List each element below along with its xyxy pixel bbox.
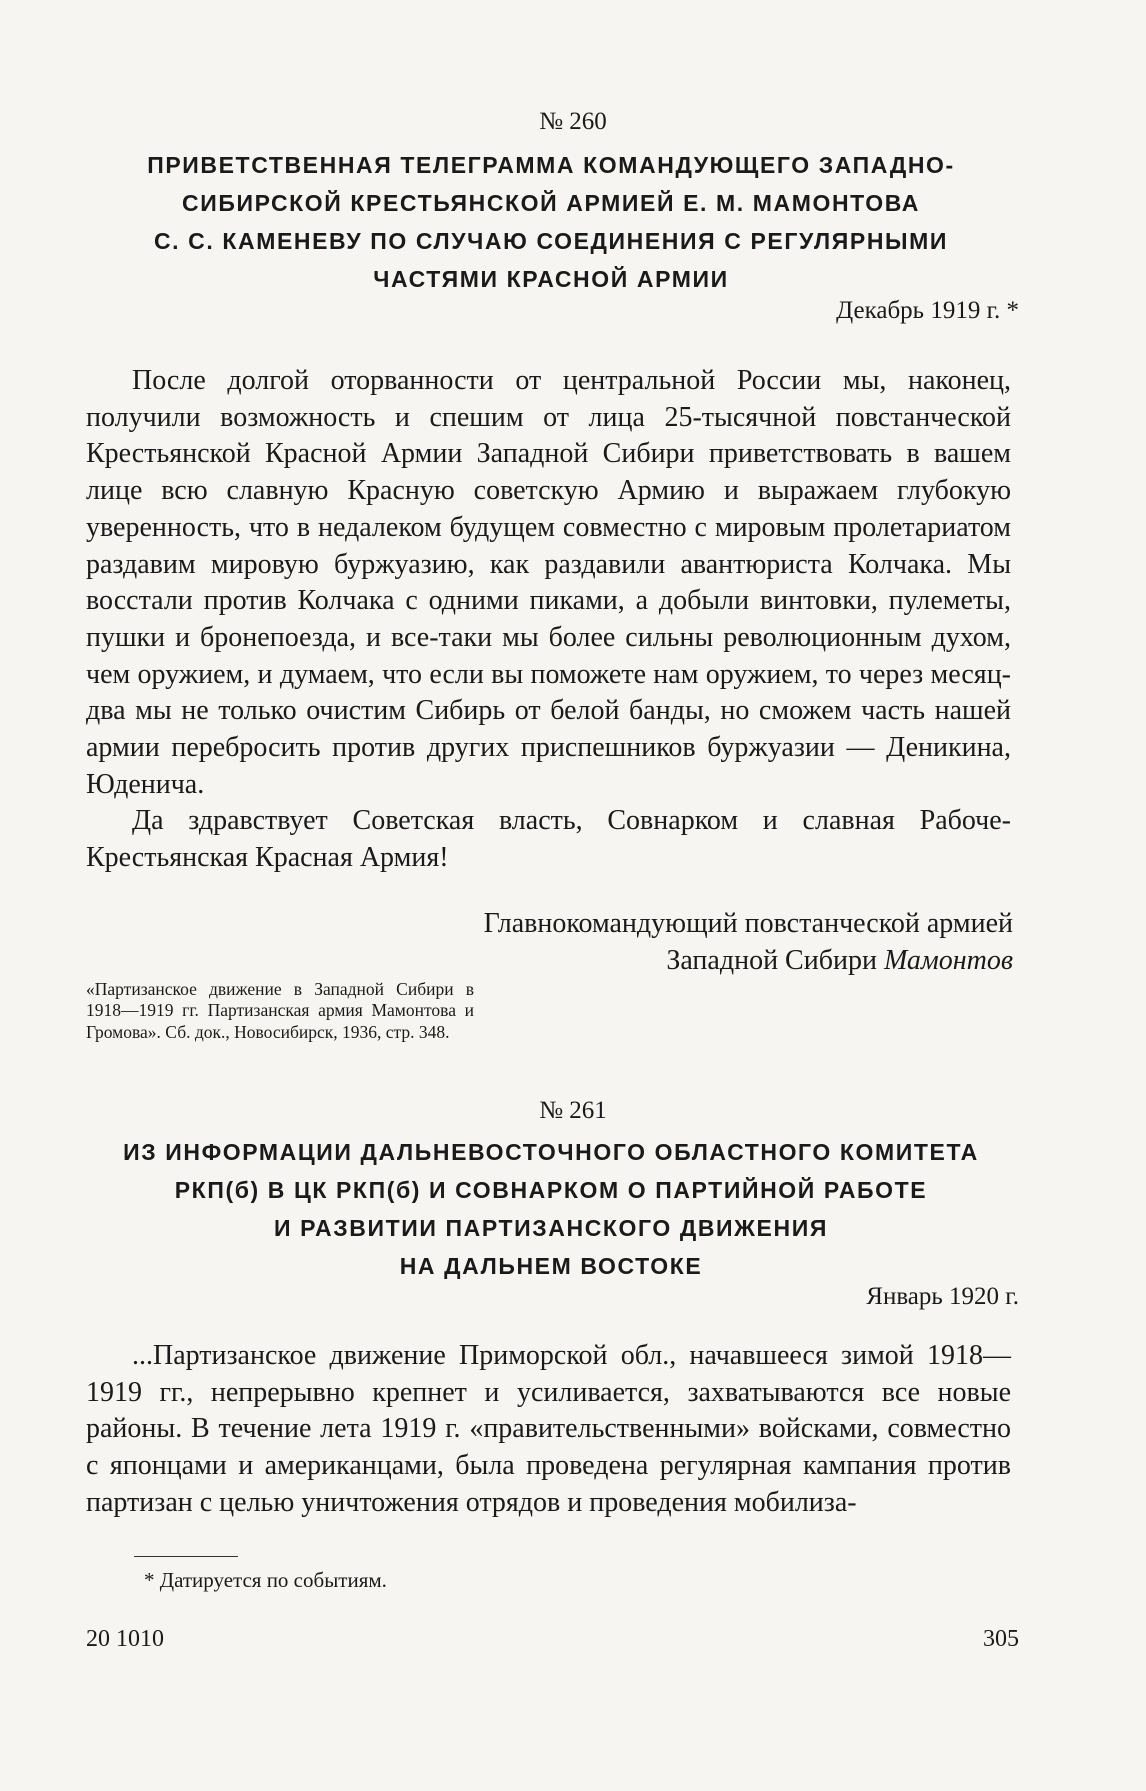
signature-title: Главнокомандующий повстанческой армией: [483, 908, 1013, 939]
doc261-title: [86, 1133, 1016, 1285]
doc260-title-line: ЧАСТЯМИ КРАСНОЙ АРМИИ: [373, 266, 729, 292]
doc260-date: Декабрь 1919 г. *: [836, 297, 1019, 324]
doc260-paragraph-2: Да здравствует Советская власть, Совнарком и славная Рабоче-Крестьянская Красная Армия!: [86, 805, 1011, 873]
doc261-number: № 261: [539, 1097, 607, 1124]
doc260-number: № 260: [539, 108, 607, 135]
print-mark: 20 1010: [86, 1626, 164, 1652]
doc260-signature: [484, 906, 1013, 979]
doc260-title: [86, 146, 1016, 298]
signature-name: Мамонтов: [883, 944, 1013, 976]
doc261-title-line: РКП(б) В ЦК РКП(б) И СОВНАРКОМ О ПАРТИЙНОЙ РАБОТЕ: [174, 1177, 928, 1203]
doc261-paragraph-1: ...Партизанское движение Приморской обл., начавшееся зимой 1918—1919 гг., непрерывно крепнет и усиливается, захватываются все новые районы. В течение лета 1919 г. «правительственными» войсками, совместно с японцами и американцами, была проведена регулярная кампания против партизан с целью уничтожения отрядов и проведения мобилиза-: [86, 1340, 1011, 1518]
doc260-title-line: С. С. КАМЕНЕВУ ПО СЛУЧАЮ СОЕДИНЕНИЯ С РЕГУЛЯРНЫМИ: [153, 228, 949, 254]
page-number: 305: [983, 1626, 1019, 1652]
signature-region: Западной Сибири: [666, 944, 877, 976]
doc261-title-line: ИЗ ИНФОРМАЦИИ ДАЛЬНЕВОСТОЧНОГО ОБЛАСТНОГО КОМИТЕТА: [123, 1139, 979, 1165]
doc261-title-line: И РАЗВИТИИ ПАРТИЗАНСКОГО ДВИЖЕНИЯ: [274, 1215, 828, 1241]
doc260-paragraph-1: После долгой оторванности от центральной России мы, наконец, получили возможность и спешим от лица 25-тысячной повстанческой Крестьянской Красной Армии Западной Сибири приветствовать в вашем лице всю славную Красную советскую Армию и выражаем глубокую уверенность, что в недалеком будущем совместно с мировым пролетариатом раздавим мировую буржуазию, как раздавили авантюриста Колчака. Мы восстали против Колчака с одними пиками, а добыли винтовки, пулеметы, пушки и бронепоезда, и все-таки мы более сильны революционным духом, чем оружием, и думаем, что если вы поможете нам оружием, то через месяц-два мы не только очистим Сибирь от белой банды, но сможем часть нашей армии перебросить против других приспешников буржуазии — Деникина, Юденича.: [86, 365, 1011, 800]
footnote: * Датируется по событиям.: [144, 1568, 387, 1592]
doc261-title-line: НА ДАЛЬНЕМ ВОСТОКЕ: [399, 1253, 703, 1279]
doc260-title-line: СИБИРСКОЙ КРЕСТЬЯНСКОЙ АРМИЕЙ Е. М. МАМОНТОВА: [181, 190, 921, 216]
doc260-source: «Партизанское движение в Западной Сибири в 1918—1919 гг. Партизанская армия Мамонтова и Громова». Сб. док., Новосибирск, 1936, стр. 348.: [86, 979, 474, 1042]
footnote-rule: [134, 1556, 238, 1557]
doc260-title-line: ПРИВЕТСТВЕННАЯ ТЕЛЕГРАММА КОМАНДУЮЩЕГО ЗАПАДНО-: [147, 152, 955, 178]
signature-region-line: [484, 943, 1013, 980]
doc261-date: Январь 1920 г.: [866, 1283, 1019, 1310]
